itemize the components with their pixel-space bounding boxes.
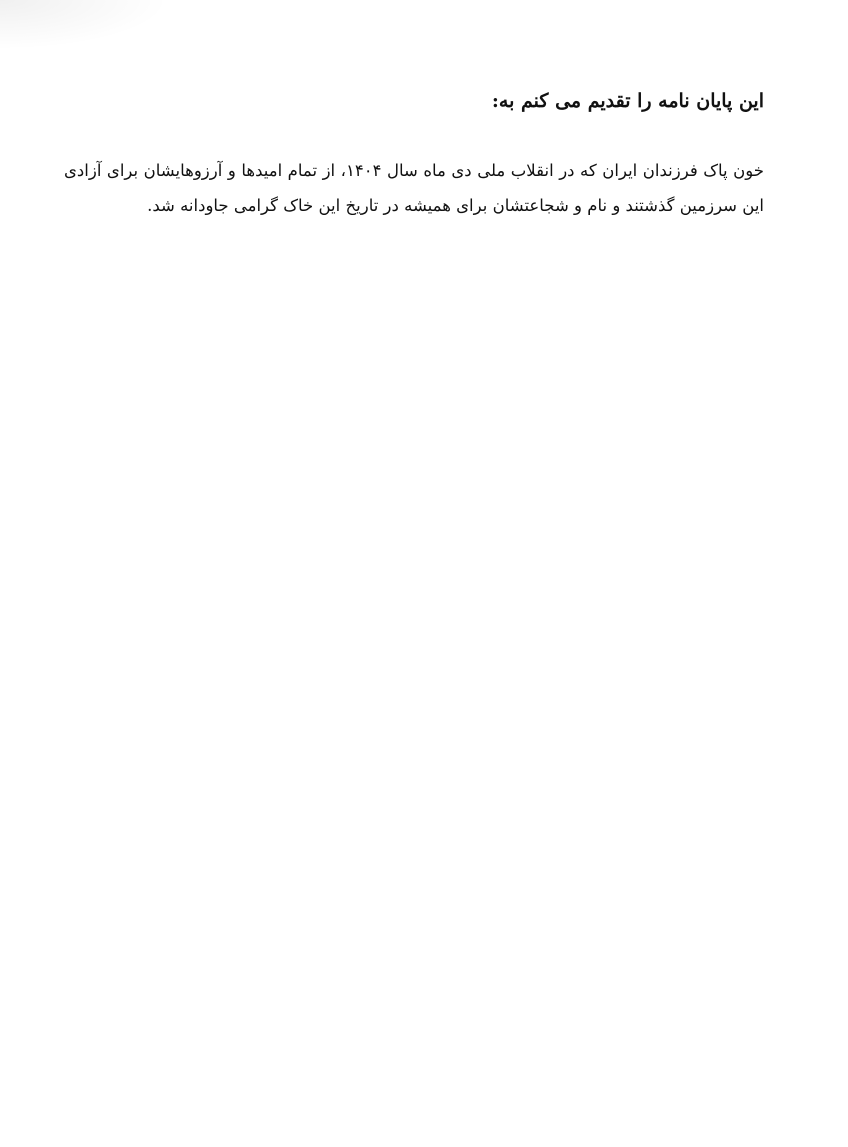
dedication-section bbox=[64, 86, 764, 223]
page-corner-shadow bbox=[0, 0, 170, 50]
dedication-paragraph: خون پاک فرزندان ایران که در انقلاب ملی دی ماه سال ۱۴۰۴، از تمام امیدها و آرزوهایشان برای آزادی این سرزمین گذشتند و نام و شجاعتشان برای همیشه در تاریخ این خاک گرامی جاودانه شد. bbox=[64, 161, 764, 215]
dedication-heading: این پایان نامه را تقدیم می کنم به: bbox=[491, 90, 764, 112]
